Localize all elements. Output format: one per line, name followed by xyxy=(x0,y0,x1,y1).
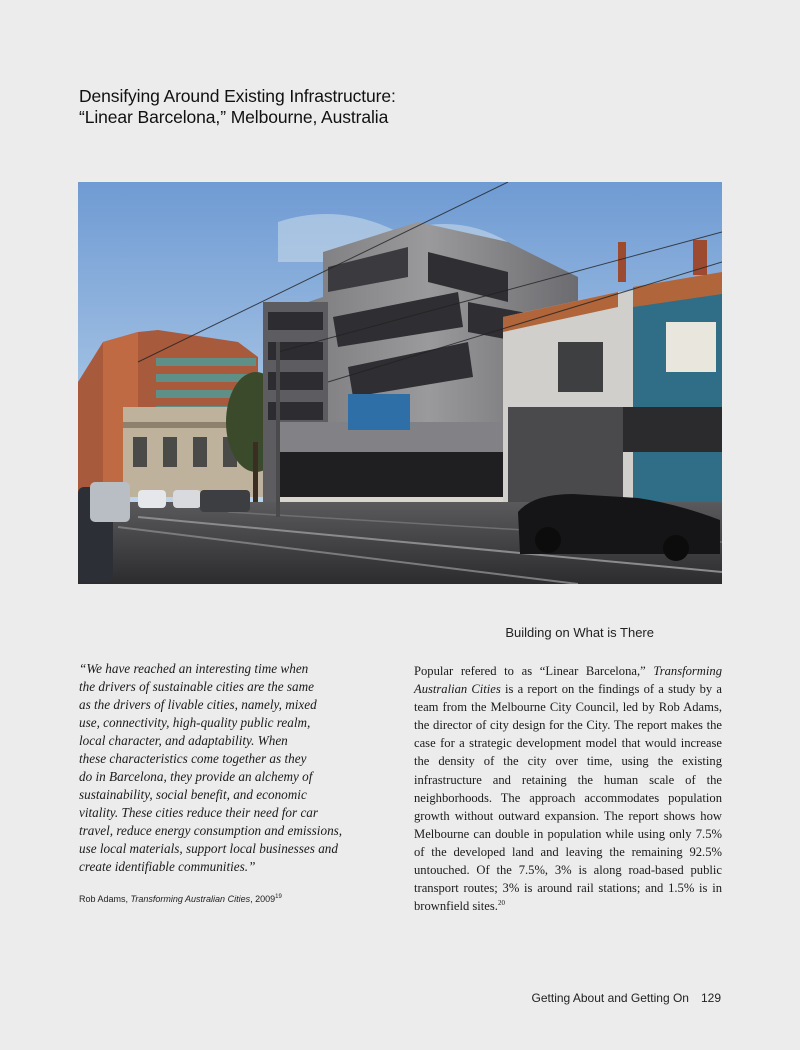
body-text: is a report on the findings of a study by a team from the Melbourne City Council, led by Rob Adams, the director of city design for the City. The report makes the case for a strategic development model that would increase the density of the city over time, using the existing infrastructure and retaining the human scale of the neighborhoods. The approach accommodates population growth without outward expansion. The report shows how Melbourne can double in population while using only 7.5% of the developed land and leaving the remaining 92.5% untouched. Of the 7.5%, 3% is along road-based public transport routes; 3% is around rail stations; and 1.5% is in brownfield sites. xyxy=(414,682,722,914)
report-title: Transforming Australian Cities xyxy=(414,664,722,697)
title-line-2: “Linear Barcelona,” Melbourne, Australia xyxy=(79,107,389,127)
quote-line: vitality. These cities reduce their need for car xyxy=(79,805,319,820)
page-title xyxy=(79,86,719,128)
attribution-year: , 2009 xyxy=(250,894,276,904)
page-number: 129 xyxy=(700,991,721,1005)
quote-attribution xyxy=(79,894,282,904)
quote-line: these characteristics come together as they xyxy=(79,751,307,766)
quote-line: use, connectivity, high-quality public realm, xyxy=(79,715,311,730)
body-intro: Popular refered to as “Linear Barcelona,” xyxy=(414,664,654,678)
quote-line: travel, reduce energy consumption and emissions, xyxy=(79,823,343,838)
billboard xyxy=(348,394,410,430)
page-footer xyxy=(532,991,721,1005)
pull-quote xyxy=(79,660,389,876)
quote-line: “We have reached an interesting time when xyxy=(79,661,309,676)
quote-line: do in Barcelona, they provide an alchemy of xyxy=(79,769,313,784)
street-photo xyxy=(78,182,722,584)
footnote-marker: 19 xyxy=(275,894,282,900)
quote-line: as the drivers of livable cities, namely, mixed xyxy=(79,697,317,712)
attribution-author: Rob Adams, xyxy=(79,894,131,904)
quote-line: sustainability, social benefit, and economic xyxy=(79,787,307,802)
section-heading: Building on What is There xyxy=(505,625,654,640)
quote-line: use local materials, support local businesses and xyxy=(79,841,338,856)
footnote-marker: 20 xyxy=(497,899,505,908)
body-paragraph xyxy=(414,662,722,915)
title-line-1: Densifying Around Existing Infrastructure: xyxy=(79,86,396,106)
quote-line: create identifiable communities.” xyxy=(79,859,256,874)
quote-line: local character, and adaptability. When xyxy=(79,733,288,748)
running-head: Getting About and Getting On xyxy=(531,991,689,1005)
quote-line: the drivers of sustainable cities are the same xyxy=(79,679,315,694)
attribution-source: Transforming Australian Cities xyxy=(130,894,251,904)
